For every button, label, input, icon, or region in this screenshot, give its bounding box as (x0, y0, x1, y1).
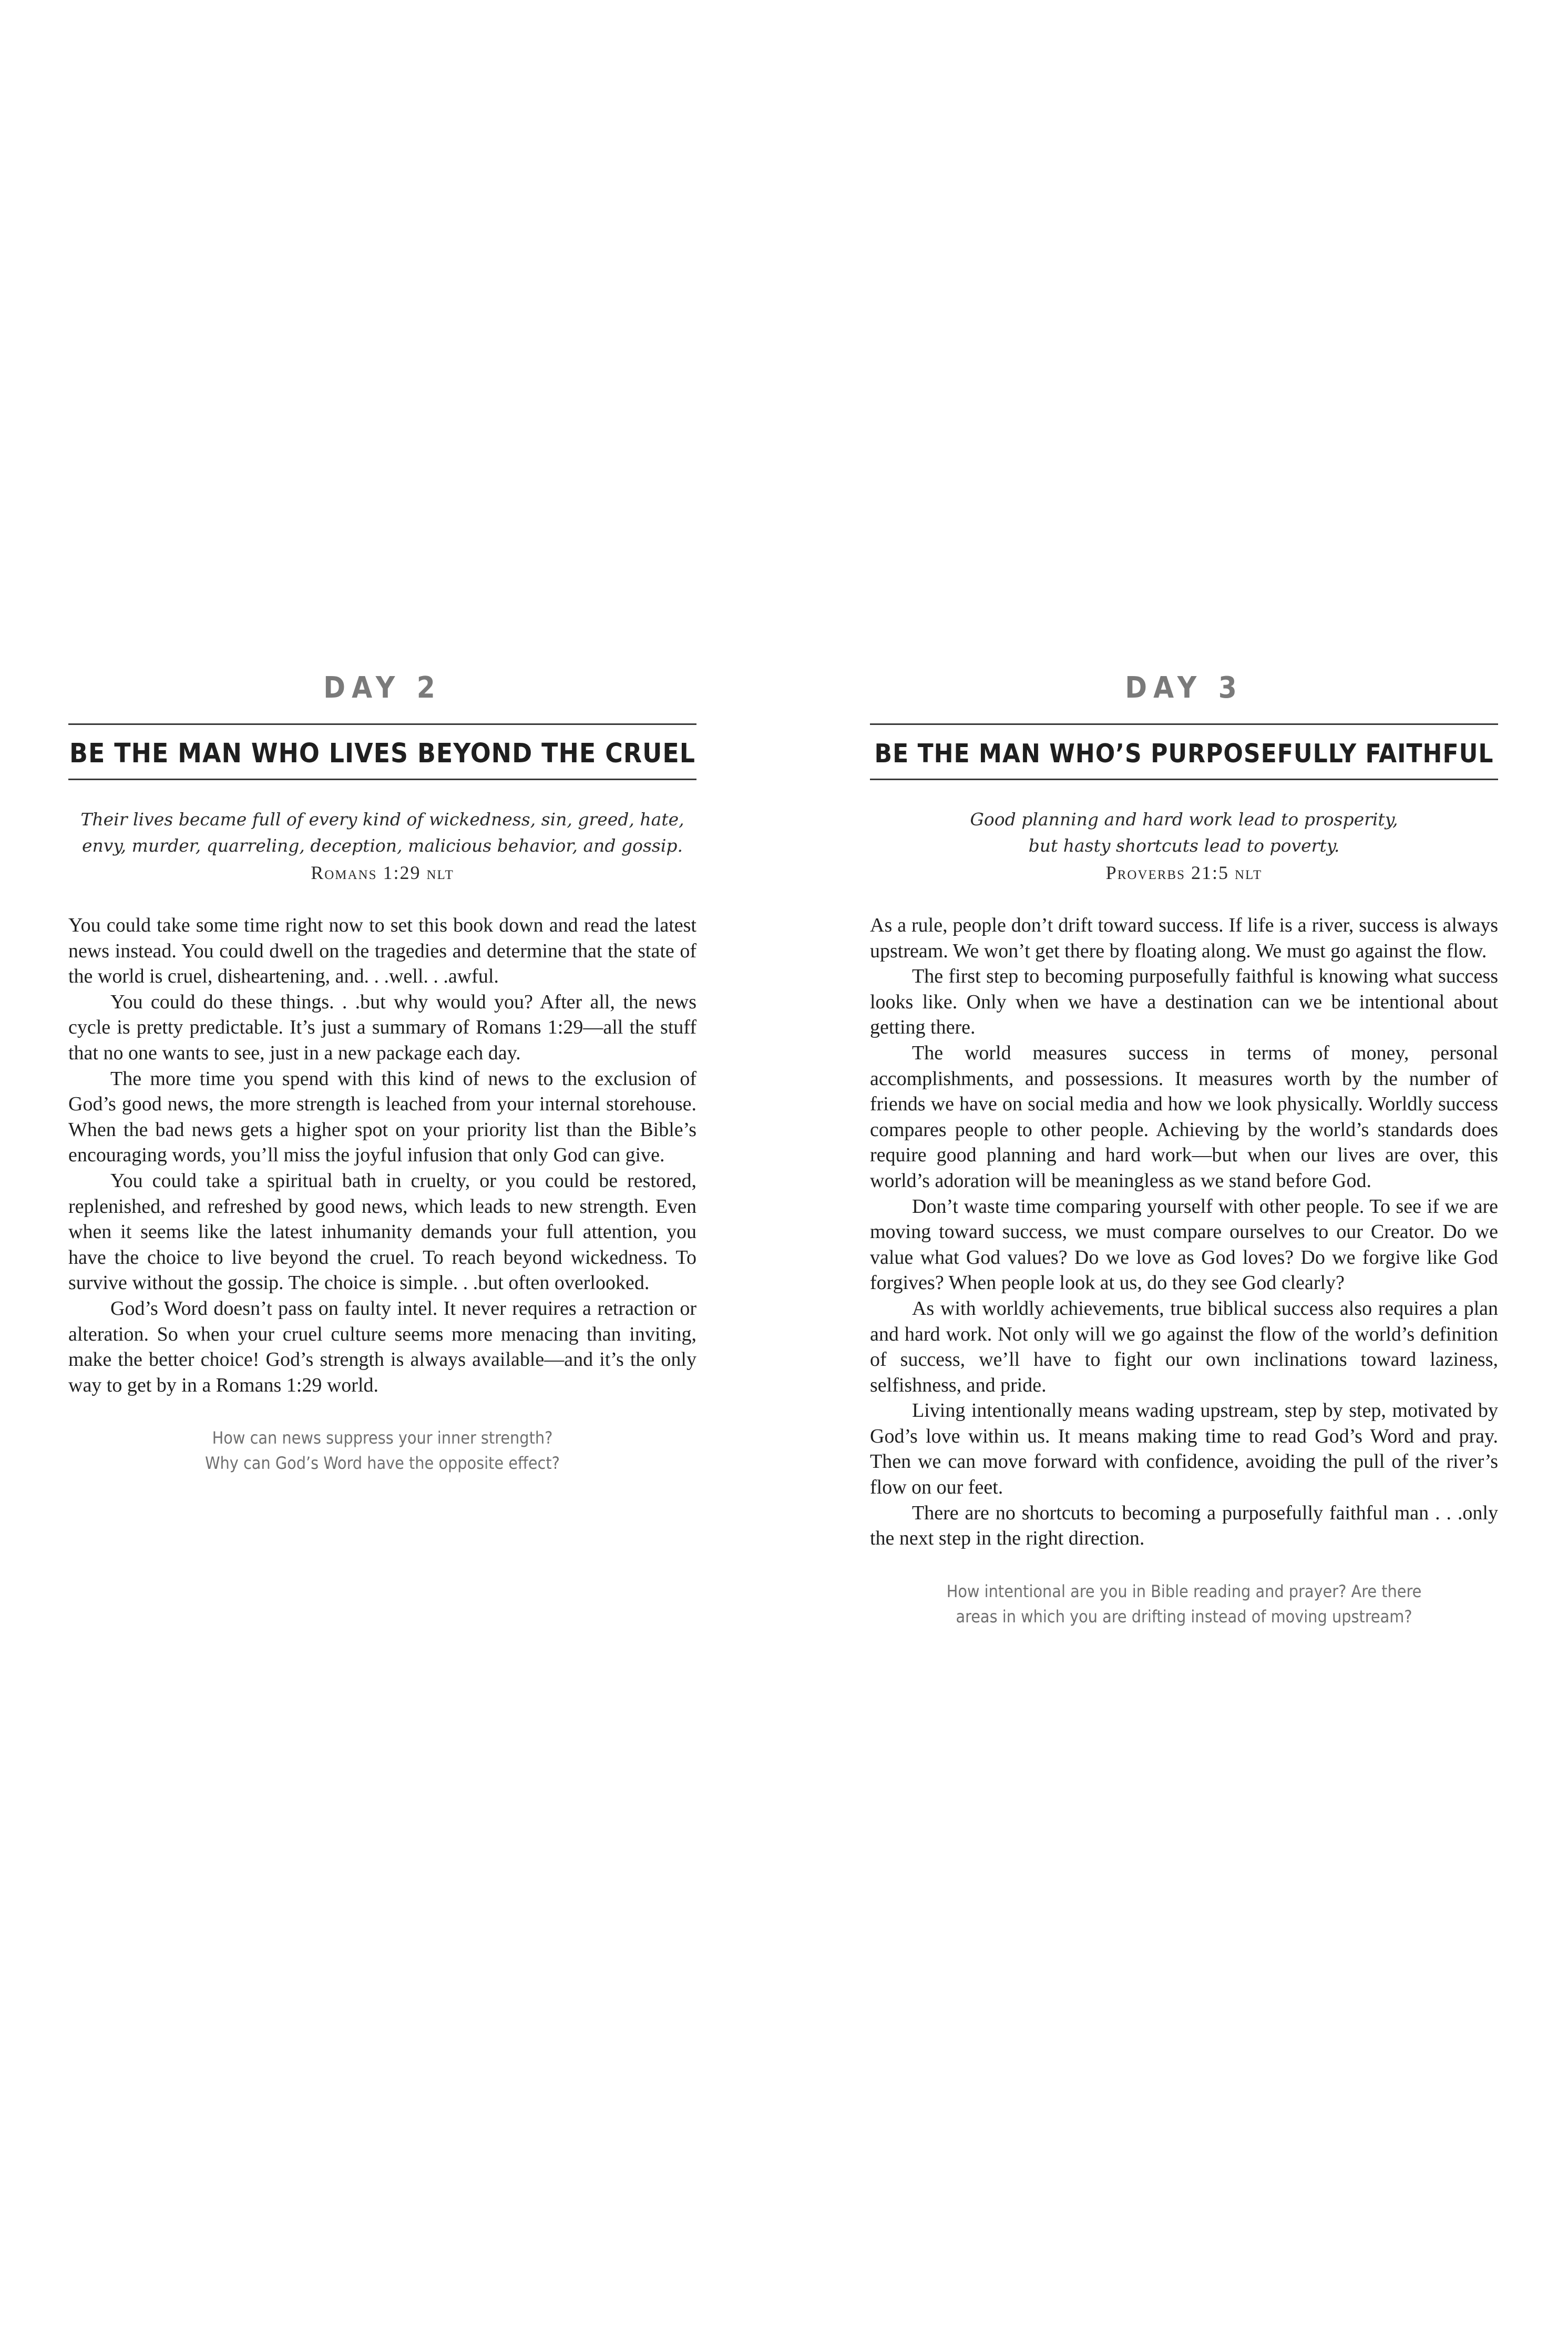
paragraph: The first step to becoming purposefully faithful is knowing what success looks like. Only when we have a destination can we be intentional about getting there. (870, 965, 1498, 1039)
right-page (870, 669, 1498, 1629)
day-label: DAY 2 (323, 671, 442, 705)
paragraph: The more time you spend with this kind of news to the exclusion of God’s good news, the more strength is leached from your internal storehouse. When the bad news gets a higher spot on your priority list than the Bible’s encouraging words, you’ll miss the joyful infusion that only God can give. (68, 1067, 696, 1167)
verse-line: envy, murder, quarreling, deception, malicious behavior, and gossip. (81, 835, 683, 856)
paragraph: You could take a spiritual bath in cruelty, or you could be restored, replenished, and refreshed by good news, which leads to new strength. Even when it seems like the latest inhumanity demands your full attention, you have the choice to live beyond the cruel. To reach beyond wickedness. To survive without the gossip. The choice is simple. . .but often overlooked. (68, 1169, 696, 1294)
left-page (68, 669, 696, 1476)
question-line: areas in which you are drifting instead of moving upstream? (956, 1606, 1412, 1627)
verse-line: but hasty shortcuts lead to poverty. (1028, 835, 1340, 856)
reflection-question (68, 1425, 696, 1476)
paragraph: God’s Word doesn’t pass on faulty intel. It never requires a retraction or alteration. So when your cruel culture seems more menacing than inviting, make the better choice! God’s strength is always available—and it’s the only way to get by in a Romans 1:29 world. (68, 1297, 696, 1396)
devotional-title: BE THE MAN WHO LIVES BEYOND THE CRUEL (69, 738, 696, 769)
reflection-question (870, 1579, 1498, 1629)
paragraph: Living intentionally means wading upstream, step by step, motivated by God’s love within us. It means making time to read God’s Word and pray. Then we can move forward with confidence, avoiding the pull of the river’s flow on our feet. (870, 1399, 1498, 1499)
paragraph: There are no shortcuts to becoming a purposefully faithful man . . .only the next step in the right direction. (870, 1501, 1498, 1550)
scripture-reference: Romans 1:29 nlt (311, 862, 454, 883)
scripture-verse (68, 806, 696, 859)
paragraph: The world measures success in terms of money, personal accomplishments, and possessions. It measures worth by the number of friends we have on social media and how we look physically. Worldly success compares people to other people. Achieving by the world’s standards does require good planning and hard work—but when our lives are over, this world’s adoration will be meaningless as we stand before God. (870, 1041, 1498, 1192)
verse-line: Good planning and hard work lead to prosperity, (970, 809, 1398, 830)
body-text (68, 913, 696, 1398)
body-text (870, 913, 1498, 1551)
day-label: DAY 3 (1125, 671, 1243, 705)
scripture-verse (870, 806, 1498, 859)
question-line: How can news suppress your inner strength? (212, 1428, 553, 1448)
verse-line: Their lives became full of every kind of wickedness, sin, greed, hate, (80, 809, 684, 830)
paragraph: Don’t waste time comparing yourself with other people. To see if we are moving toward success, we must compare ourselves to our Creator. Do we value what God values? Do we love as God loves? Do we forgive like God forgives? When people look at us, do they see God clearly? (870, 1195, 1498, 1294)
scripture-reference: Proverbs 21:5 nlt (1105, 862, 1263, 883)
title-rule-box (68, 723, 696, 780)
paragraph: As a rule, people don’t drift toward success. If life is a river, success is always upstream. We won’t get there by floating along. We must go against the flow. (870, 914, 1498, 962)
question-line: Why can God’s Word have the opposite effect? (205, 1453, 560, 1474)
title-rule-box (870, 723, 1498, 780)
devotional-title: BE THE MAN WHO’S PURPOSEFULLY FAITHFUL (874, 739, 1494, 769)
paragraph: As with worldly achievements, true biblical success also requires a plan and hard work. Not only will we go against the flow of the world’s definition of success, we’ll have to fight our own inclinations toward laziness, selfishness, and pride. (870, 1297, 1498, 1396)
paragraph: You could take some time right now to set this book down and read the latest news instead. You could dwell on the tragedies and determine that the state of the world is cruel, disheartening, and. . .well. . .awful. (68, 914, 696, 988)
paragraph: You could do these things. . .but why would you? After all, the news cycle is pretty predictable. It’s just a summary of Romans 1:29—all the stuff that no one wants to see, just in a new package each day. (68, 990, 696, 1064)
question-line: How intentional are you in Bible reading and prayer? Are there (946, 1581, 1422, 1601)
